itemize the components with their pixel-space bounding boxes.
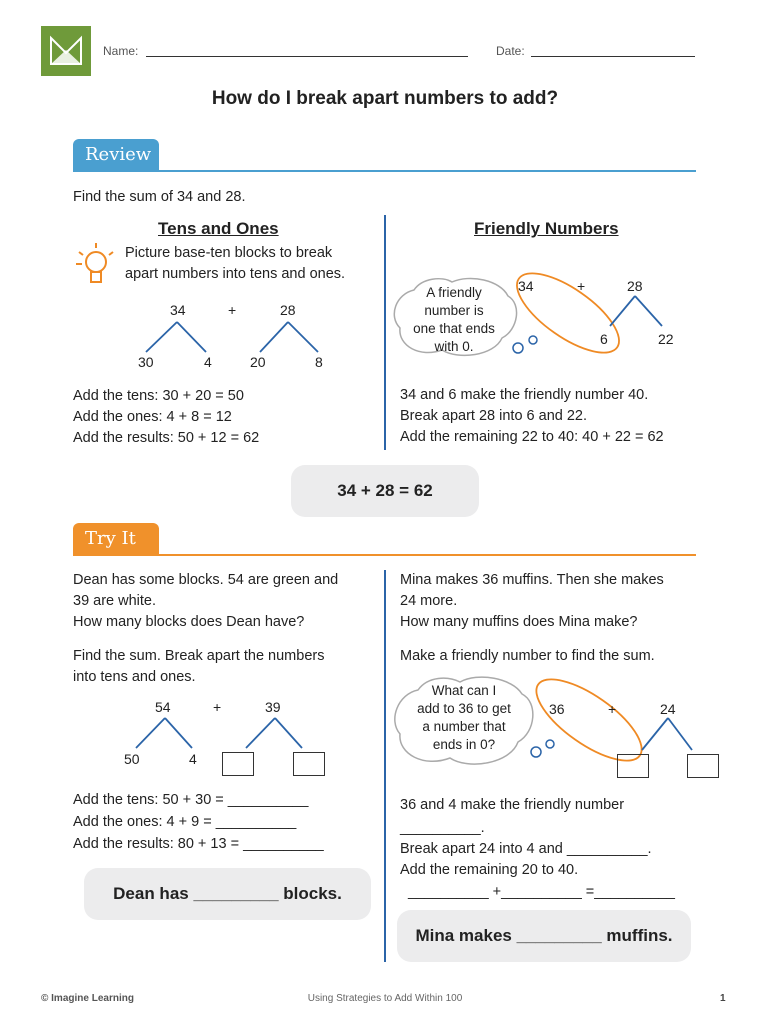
a-ones: 4 xyxy=(204,354,212,370)
review-divider xyxy=(384,215,386,450)
page-title: How do I break apart numbers to add? xyxy=(211,88,559,109)
right-part-1-answer-box[interactable] xyxy=(617,754,649,778)
left-instruction-2: into tens and ones. xyxy=(73,669,196,685)
left-problem-1: Dean has some blocks. 54 are green and xyxy=(73,572,339,588)
friendly-bubble-1: A friendly xyxy=(426,285,482,300)
friendly-addend-b: 28 xyxy=(627,278,643,294)
right-step-1-blank: __________. xyxy=(400,820,485,836)
left-addend-a: 54 xyxy=(155,699,171,715)
a-tens: 30 xyxy=(138,354,154,370)
review-prompt: Find the sum of 34 and 28. xyxy=(73,189,246,205)
tens-ones-step-1: Add the tens: 30 + 20 = 50 xyxy=(73,388,244,404)
logo-mark-icon xyxy=(41,26,91,76)
left-plus: + xyxy=(213,699,222,715)
right-problem-3: How many muffins does Mina make? xyxy=(400,614,638,630)
b-tens: 20 xyxy=(250,354,266,370)
logo xyxy=(41,26,91,76)
date-label: Date: xyxy=(496,44,525,58)
right-step-3: Add the remaining 20 to 40. xyxy=(400,862,579,878)
right-addend-b: 24 xyxy=(660,701,676,717)
right-problem-2: 24 more. xyxy=(400,593,458,609)
right-bubble-3: a number that xyxy=(422,719,506,734)
friendly-part-2: 22 xyxy=(658,331,674,347)
tens-ones-step-2: Add the ones: 4 + 8 = 12 xyxy=(73,409,232,425)
left-problem-2: 39 are white. xyxy=(73,593,157,609)
left-step-1: Add the tens: 50 + 30 = __________ xyxy=(73,792,309,808)
friendly-numbers-heading: Friendly Numbers xyxy=(474,219,619,238)
right-answer-box: Mina makes _________ muffins. xyxy=(397,910,691,962)
date-field[interactable] xyxy=(531,56,695,57)
name-field[interactable] xyxy=(146,56,468,57)
lightbulb-icon xyxy=(74,240,116,288)
left-instruction-1: Find the sum. Break apart the numbers xyxy=(73,648,325,664)
friendly-bubble-2: number is xyxy=(424,303,484,318)
friendly-plus: + xyxy=(577,278,586,294)
left-ones-answer-box[interactable] xyxy=(293,752,325,776)
tryit-divider xyxy=(384,570,386,962)
friendly-bubble-3: one that ends xyxy=(413,321,495,336)
friendly-bubble-4: with 0. xyxy=(434,339,474,354)
right-step-4: __________ +__________ =__________ xyxy=(408,884,675,900)
name-label: Name: xyxy=(103,44,139,58)
right-problem-1: Mina makes 36 muffins. Then she makes xyxy=(400,572,664,588)
tens-ones-heading: Tens and Ones xyxy=(158,219,279,238)
left-addend-b: 39 xyxy=(265,699,281,715)
addend-b: 28 xyxy=(280,302,296,318)
friendly-step-1: 34 and 6 make the friendly number 40. xyxy=(400,387,649,403)
tip-line-1: Picture base-ten blocks to break xyxy=(125,245,333,261)
friendly-step-3: Add the remaining 22 to 40: 40 + 22 = 62 xyxy=(400,429,664,445)
right-bubble-4: ends in 0? xyxy=(432,737,496,752)
footer-title: Using Strategies to Add Within 100 xyxy=(307,993,463,1004)
right-step-1: 36 and 4 make the friendly number xyxy=(400,797,625,813)
tens-ones-step-3: Add the results: 50 + 12 = 62 xyxy=(73,430,260,446)
left-problem-3: How many blocks does Dean have? xyxy=(73,614,305,630)
page-number: 1 xyxy=(720,993,726,1004)
left-a-ones: 4 xyxy=(189,751,197,767)
review-result: 34 + 28 = 62 xyxy=(291,465,479,517)
right-addend-a: 36 xyxy=(549,701,565,717)
friendly-step-2: Break apart 28 into 6 and 22. xyxy=(400,408,588,424)
left-a-tens: 50 xyxy=(124,751,140,767)
b-ones: 8 xyxy=(315,354,323,370)
tryit-rule xyxy=(73,554,696,556)
tip-line-2: apart numbers into tens and ones. xyxy=(125,266,346,282)
plus-sign: + xyxy=(228,302,237,318)
tens-ones-break-lines xyxy=(130,318,340,358)
left-step-2: Add the ones: 4 + 9 = __________ xyxy=(73,814,297,830)
left-step-3: Add the results: 80 + 13 = __________ xyxy=(73,836,324,852)
friendly-part-1: 6 xyxy=(600,331,608,347)
left-answer-box: Dean has _________ blocks. xyxy=(84,868,371,920)
addend-a: 34 xyxy=(170,302,186,318)
left-tens-answer-box[interactable] xyxy=(222,752,254,776)
right-step-2: Break apart 24 into 4 and __________. xyxy=(400,841,652,857)
left-break-lines xyxy=(120,714,340,754)
right-instruction: Make a friendly number to find the sum. xyxy=(400,648,655,664)
footer-copyright: © Imagine Learning xyxy=(41,993,134,1004)
right-plus: + xyxy=(608,701,617,717)
review-tab: Review xyxy=(73,139,159,171)
review-rule xyxy=(73,170,696,172)
right-bubble-2: add to 36 to get xyxy=(417,701,511,716)
right-part-2-answer-box[interactable] xyxy=(687,754,719,778)
right-bubble-1: What can I xyxy=(431,683,497,698)
tryit-tab: Try It xyxy=(73,523,159,555)
friendly-addend-a: 34 xyxy=(518,278,534,294)
